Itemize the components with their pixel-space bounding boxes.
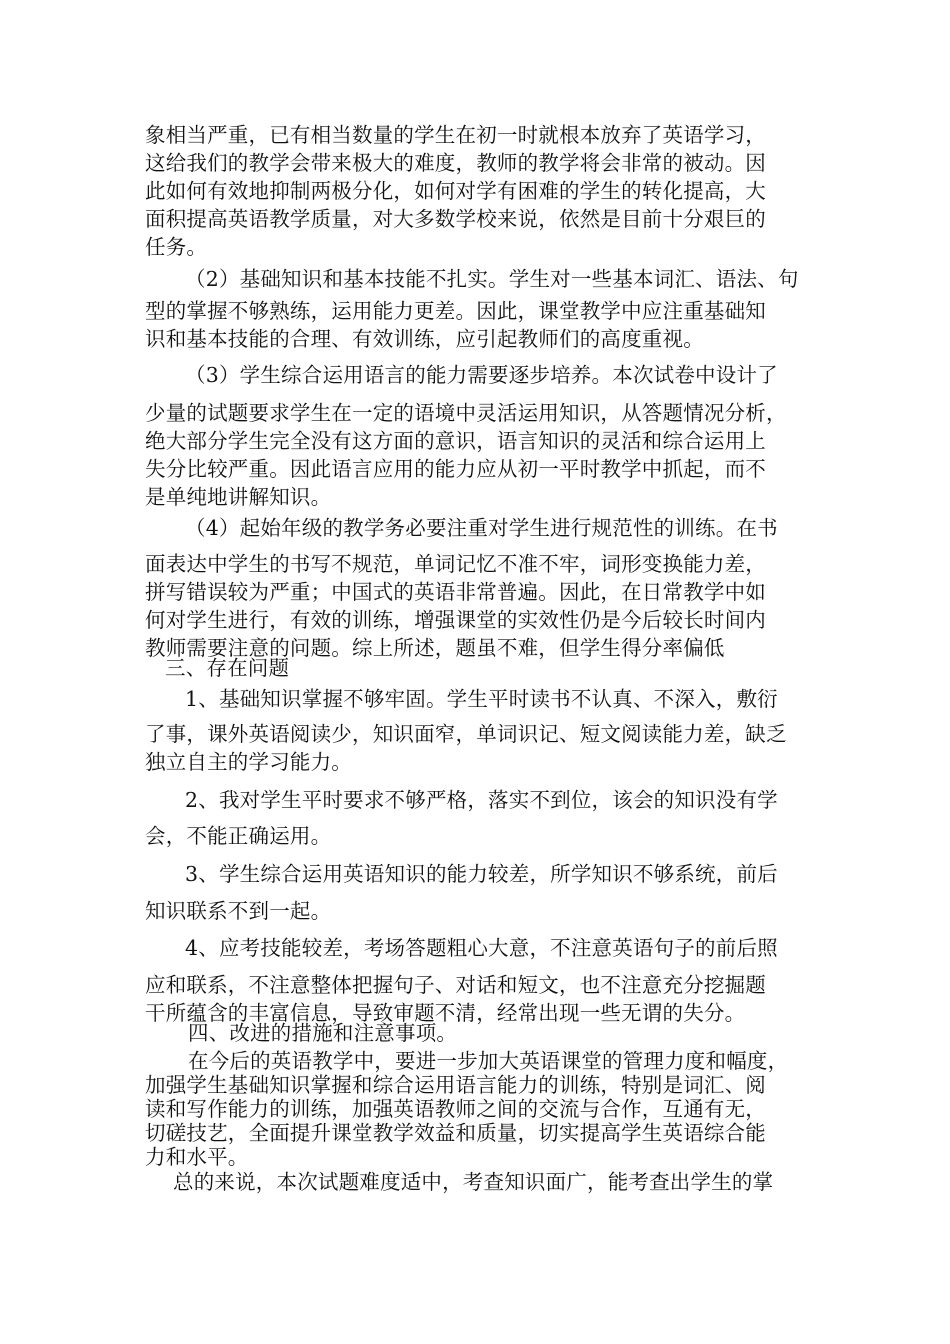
text-line: 应和联系，不注意整体把握句子、对话和短文，也不注意充分挖掘题 xyxy=(145,973,766,997)
text-line: 独立自主的学习能力。 xyxy=(145,750,352,774)
text-line: 在今后的英语教学中，要进一步加大英语课堂的管理力度和幅度， xyxy=(188,1049,789,1073)
text-line: 干所蕴含的丰富信息，导致审题不清，经常出现一些无谓的失分。 xyxy=(145,1001,746,1025)
text-line: 这给我们的教学会带来极大的难度，教师的教学将会非常的被动。因 xyxy=(145,151,766,175)
text-line: 力和水平。 xyxy=(145,1145,249,1169)
text-line: 会，不能正确运用。 xyxy=(145,824,332,848)
text-line: 是单纯地讲解知识。 xyxy=(145,485,332,509)
text-line: 读和写作能力的训练，加强英语教师之间的交流与合作，互通有无， xyxy=(145,1097,766,1121)
text-line: 面表达中学生的书写不规范，单词记忆不准不牢，词形变换能力差， xyxy=(145,552,766,576)
text-line: 象相当严重，已有相当数量的学生在初一时就根本放弃了英语学习， xyxy=(145,123,766,147)
problem-item-2: 2、我对学生平时要求不够严格，落实不到位，该会的知识没有学 xyxy=(185,788,778,812)
text-line: 知识联系不到一起。 xyxy=(145,899,332,923)
text-line: 识和基本技能的合理、有效训练，应引起教师们的高度重视。 xyxy=(145,327,704,351)
text-line: 任务。 xyxy=(145,235,208,259)
text-line: 绝大部分学生完全没有这方面的意识，语言知识的灵活和综合运用上 xyxy=(145,429,766,453)
text-line: 此如何有效地抑制两极分化，如何对学有困难的学生的转化提高，大 xyxy=(145,179,766,203)
text-line: 面积提高英语教学质量，对大多数学校来说，依然是目前十分艰巨的 xyxy=(145,207,766,231)
problem-item-4: 4、应考技能较差，考场答题粗心大意，不注意英语句子的前后照 xyxy=(185,936,778,960)
section-heading-improvements: 四、改进的措施和注意事项。 xyxy=(188,1021,458,1045)
text-line: 拼写错误较为严重；中国式的英语非常普遍。因此，在日常教学中如 xyxy=(145,580,766,604)
text-line: 型的掌握不够熟练，运用能力更差。因此，课堂教学中应注重基础知 xyxy=(145,299,766,323)
text-line: 何对学生进行，有效的训练，增强课堂的实效性仍是今后较长时间内 xyxy=(145,608,766,632)
text-line: 加强学生基础知识掌握和综合运用语言能力的训练，特别是词汇、阅 xyxy=(145,1073,766,1097)
paragraph-heading-4: （4）起始年级的教学务必要注重对学生进行规范性的训练。在书 xyxy=(185,516,778,540)
text-line: 了事，课外英语阅读少，知识面窄，单词识记、短文阅读能力差，缺乏 xyxy=(145,722,787,746)
text-line: 失分比较严重。因此语言应用的能力应从初一平时教学中抓起，而不 xyxy=(145,457,766,481)
paragraph-heading-2: （2）基础知识和基本技能不扎实。学生对一些基本词汇、语法、句 xyxy=(185,267,799,291)
problem-item-1: 1、基础知识掌握不够牢固。学生平时读书不认真、不深入，敷衍 xyxy=(185,687,778,711)
section-heading-problems: 三、存在问题 xyxy=(165,656,290,680)
text-line: 教师需要注意的问题。综上所述，题虽不难，但学生得分率偏低 xyxy=(145,636,725,660)
summary-line: 总的来说，本次试题难度适中，考查知识面广，能考查出学生的掌 xyxy=(173,1170,774,1194)
paragraph-heading-3: （3）学生综合运用语言的能力需要逐步培养。本次试卷中设计了 xyxy=(185,363,778,387)
text-line: 切磋技艺，全面提升课堂教学效益和质量，切实提高学生英语综合能 xyxy=(145,1121,766,1145)
problem-item-3: 3、学生综合运用英语知识的能力较差，所学知识不够系统，前后 xyxy=(185,862,778,886)
text-line: 少量的试题要求学生在一定的语境中灵活运用知识，从答题情况分析， xyxy=(145,401,787,425)
